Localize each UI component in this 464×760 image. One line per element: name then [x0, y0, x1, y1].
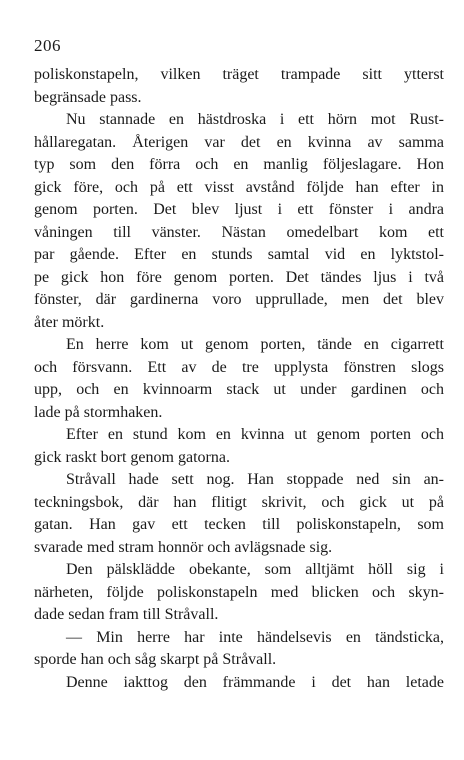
text-line: Den pälsklädde obekante, som alltjämt höll sig i	[66, 561, 444, 578]
text-line: hållaregatan. Återigen var det en kvinna av samma	[34, 133, 444, 151]
text-line: gatan. Han gav ett tecken till poliskonstapeln, som	[34, 516, 444, 533]
text-line: dade sedan fram till Stråvall.	[34, 606, 219, 623]
body-text	[34, 64, 444, 694]
text-line: sporde han och såg skarpt på Stråvall.	[34, 651, 277, 668]
text-line: åter mörkt.	[34, 313, 105, 331]
text-line: svarade med stram honnör och avlägsnade sig.	[34, 538, 333, 556]
text-line: pe gick hon före genom porten. Det tändes ljus i två	[34, 268, 444, 286]
text-line: Nu stannade en hästdroska i ett hörn mot Rust-	[66, 111, 444, 128]
text-line: våningen till vänster. Nästan omedelbart kom ett	[34, 223, 444, 241]
text-line: Denne iakttog den främmande i det han letade	[66, 673, 444, 691]
page-number: 206	[34, 36, 61, 55]
text-line: teckningsbok, där han flitigt skrivit, och gick ut på	[34, 493, 444, 511]
text-line: En herre kom ut genom porten, tände en cigarrett	[66, 336, 444, 353]
text-line: fönster, där gardinerna voro upprullade, men det blev	[34, 291, 444, 308]
text-line: Stråvall hade sett nog. Han stoppade ned sin an-	[66, 471, 444, 488]
text-line: — Min herre har inte händelsevis en tändsticka,	[66, 628, 444, 646]
text-line: begränsade pass.	[34, 88, 142, 106]
text-line: gick raskt bort genom gatorna.	[34, 448, 230, 466]
text-line: upp, och en kvinnoarm stack ut under gardinen och	[34, 381, 444, 398]
text-line: och försvann. Ett av de tre upplysta fönstren slogs	[34, 358, 444, 376]
text-line: gick före, och på ett visst avstånd följde han efter in	[34, 178, 444, 196]
text-line: närheten, följde poliskonstapeln med blicken och skyn-	[34, 583, 444, 601]
text-line: typ som den förra och en manlig följeslagare. Hon	[34, 156, 444, 173]
text-line: lade på stormhaken.	[34, 403, 163, 421]
text-line: poliskonstapeln, vilken träget trampade sitt ytterst	[34, 66, 444, 83]
text-line: genom porten. Det blev ljust i ett fönster i andra	[34, 201, 444, 218]
text-line: Efter en stund kom en kvinna ut genom porten och	[66, 426, 444, 443]
text-line: par gående. Efter en stunds samtal vid en lyktstol-	[34, 246, 444, 263]
